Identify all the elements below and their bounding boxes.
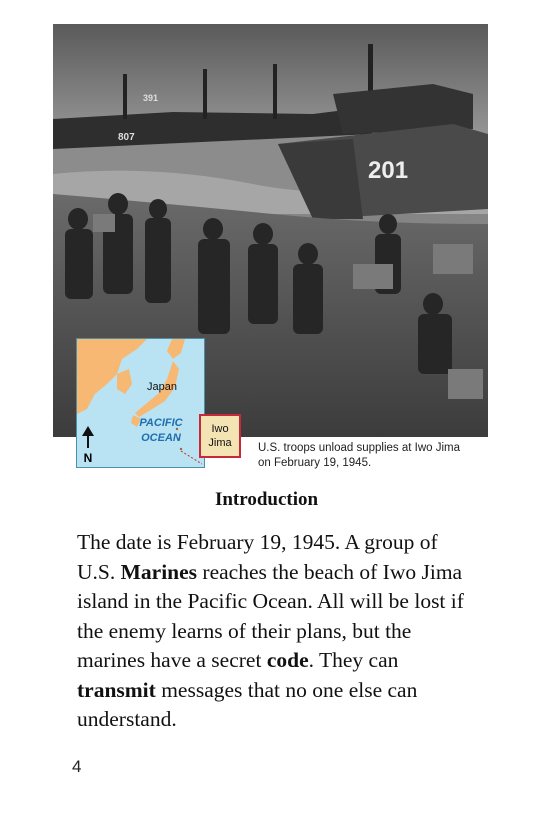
north-arrow-icon	[80, 426, 96, 448]
iwo-label-line1: Iwo	[211, 423, 229, 435]
body-paragraph	[77, 528, 477, 735]
vocab-transmit: transmit	[77, 677, 156, 702]
hull-number-201: 201	[368, 157, 409, 184]
north-label: N	[83, 451, 93, 465]
section-title: Introduction	[214, 489, 319, 510]
map-label-pacific-ocean	[131, 416, 191, 446]
vocab-marines: Marines	[120, 559, 198, 584]
photo-caption	[258, 441, 488, 471]
body-text-2: reaches the beach of Iwo Jima island in the Pacific Ocean. All will be lost if the enemy learns of their plans, but the marines have a secret	[77, 559, 464, 672]
caption-line1: U.S. troops unload supplies at Iwo Jima	[258, 442, 460, 454]
vocab-code: code	[266, 648, 309, 672]
hull-number-807: 807	[118, 132, 135, 143]
north-arrow	[80, 426, 96, 466]
map-label-japan: Japan	[147, 381, 177, 393]
iwo-label-line2: Jima	[208, 437, 232, 449]
caption-line2: on February 19, 1945.	[258, 457, 372, 469]
hull-number-391: 391	[143, 93, 159, 103]
map-landmass	[77, 339, 204, 467]
ocean-label-line2: OCEAN	[141, 432, 181, 444]
page-number: 4	[72, 757, 82, 776]
body-text-3: . They can	[308, 648, 399, 672]
body-text-4: messages that no one else can understand.	[77, 677, 418, 731]
ocean-label-line1: PACIFIC	[139, 417, 183, 429]
body-text-1: The date is February 19, 1945. A group of U.S.	[77, 530, 438, 584]
iwo-jima-inset	[199, 414, 241, 458]
